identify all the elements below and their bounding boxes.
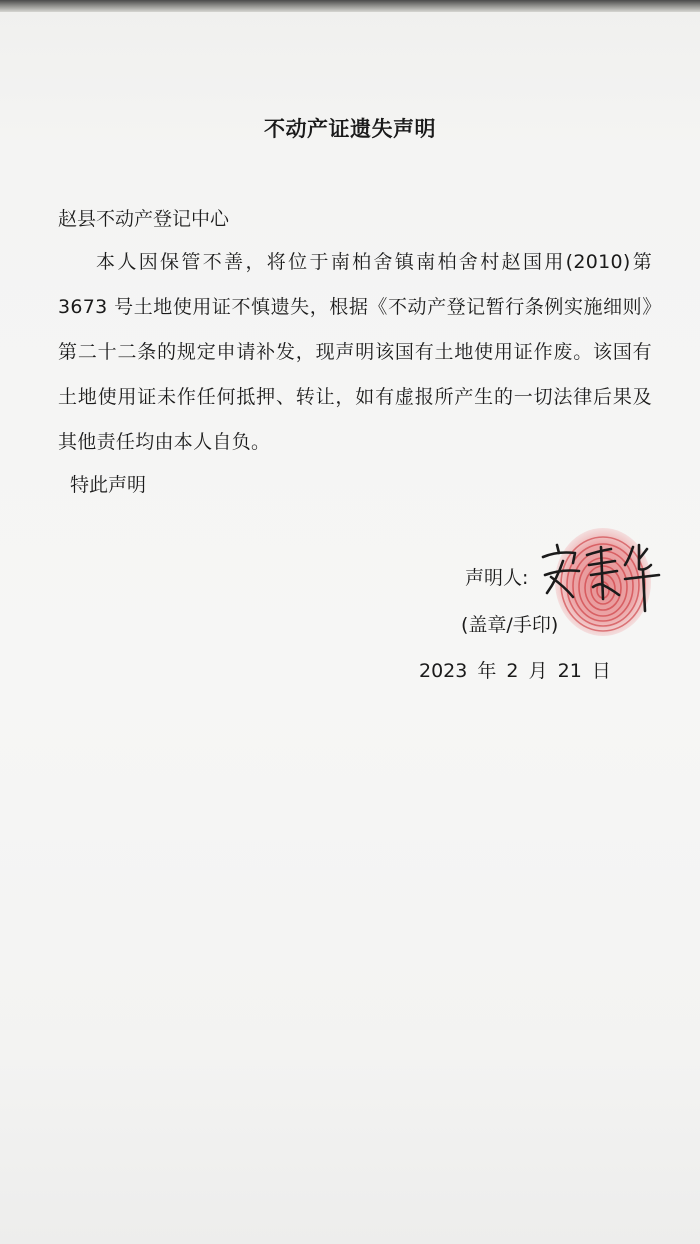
seal-note: (盖章/手印)	[461, 614, 559, 636]
declarant-label: 声明人:	[465, 567, 529, 589]
closing-statement: 特此声明	[70, 474, 147, 496]
paper-top-edge	[0, 0, 700, 12]
handwritten-signature	[535, 535, 665, 615]
document-title: 不动产证遗失声明	[264, 117, 436, 141]
recipient: 赵县不动产登记中心	[58, 208, 230, 230]
body-paragraph: 本人因保管不善，将位于南柏舍镇南柏舍村赵国用(2010)第3673 号土地使用证不慎遗失，根据《不动产登记暂行条例实施细则》第二十二条的规定申请补发，现声明该国有土地使用证作废。该国有土地使用证未作任何抵押、转让，如有虚报所产生的一切法律后果及其他责任均由本人自负。	[58, 251, 652, 453]
declaration-date: 2023 年 2 月 21 日	[419, 660, 611, 682]
